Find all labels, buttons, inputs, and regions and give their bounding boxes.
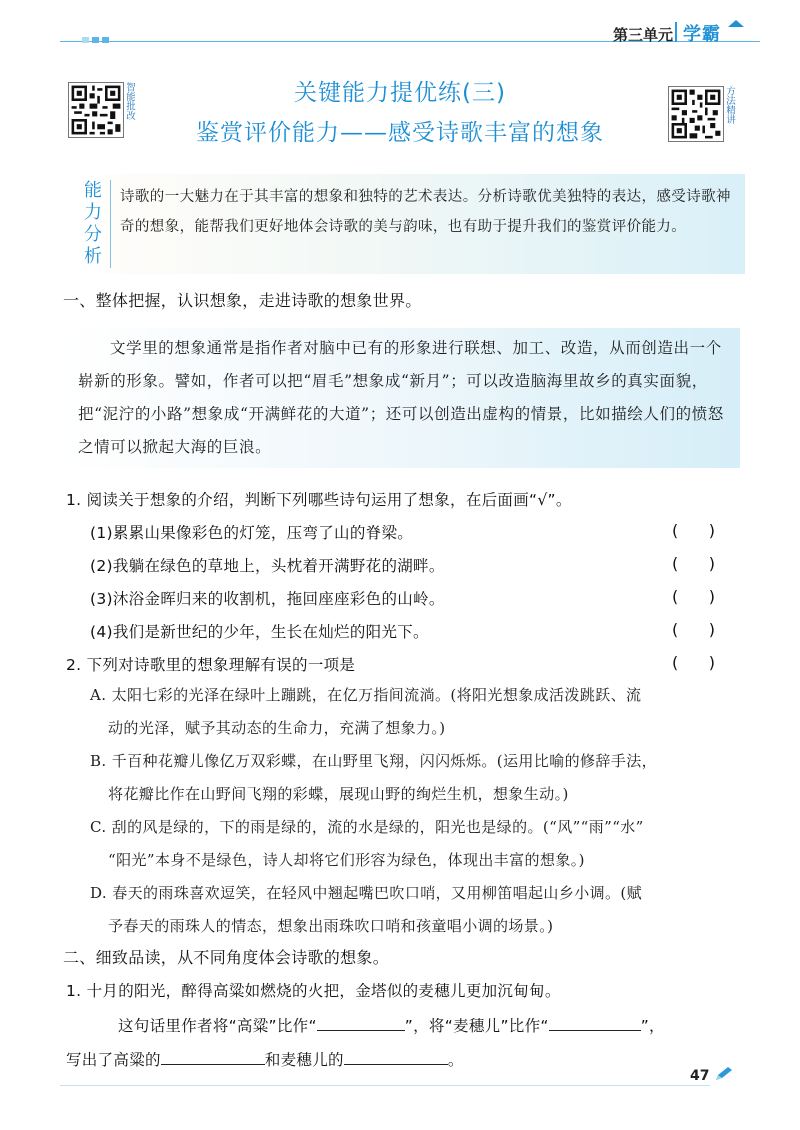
s2-q1-line2-text-b: ”，将“麦穗儿”比作“ bbox=[404, 1017, 549, 1035]
ability-tag: 能力分析 bbox=[84, 180, 102, 267]
s2-q1-line2 bbox=[118, 1014, 665, 1036]
unit-label: 第三单元 bbox=[613, 26, 674, 44]
answer-blank-4[interactable] bbox=[344, 1050, 448, 1065]
answer-blank-2[interactable] bbox=[549, 1016, 641, 1031]
brand-logo: 学霸 bbox=[683, 24, 721, 45]
q2-option-b-line1: B. 千百种花瓣儿像亿万双彩蝶，在山野里飞翔，闪闪烁烁。(运用比喻的修辞手法， bbox=[90, 752, 658, 770]
header-divider bbox=[675, 22, 677, 42]
answer-paren-2[interactable]: ( ) bbox=[672, 554, 715, 573]
q2-option-b-line2: 将花瓣比作在山野间飞翔的彩蝶，展现山野的绚烂生机，想象生动。) bbox=[108, 785, 569, 803]
s2-q1-line3-text-a: 写出了高粱的 bbox=[66, 1051, 161, 1069]
mortarboard-icon bbox=[728, 20, 744, 27]
header-marks bbox=[82, 37, 109, 43]
answer-paren-q2[interactable]: ( ) bbox=[672, 653, 715, 672]
answer-paren-3[interactable]: ( ) bbox=[672, 587, 715, 606]
q2-option-a-line2: 动的光泽，赋予其动态的生命力，充满了想象力。) bbox=[108, 719, 446, 737]
page-title: 关键能力提优练(三) bbox=[294, 80, 506, 106]
s2-q1-line3 bbox=[66, 1048, 464, 1070]
qr-left-caption: 智能批改 bbox=[124, 82, 135, 120]
q2-option-d-line2: 予春天的雨珠人的情态，想象出雨珠吹口哨和孩童唱小调的场景。) bbox=[108, 917, 554, 935]
q2-option-d[interactable] bbox=[90, 877, 750, 943]
section2-heading: 二、细致品读，从不同角度体会诗歌的想象。 bbox=[63, 948, 390, 967]
q1-item-2: (2)我躺在绿色的草地上，头枕着开满野花的湖畔。 bbox=[90, 557, 445, 575]
q2-option-d-line1: D. 春天的雨珠喜欢逗笑，在轻风中翘起嘴巴吹口哨，又用柳笛唱起山乡小调。(赋 bbox=[90, 884, 643, 902]
answer-paren-1[interactable]: ( ) bbox=[672, 521, 715, 540]
q2-option-b[interactable] bbox=[90, 745, 750, 811]
s2-q1-line3-text-c: 。 bbox=[447, 1051, 464, 1069]
page-number: 47 bbox=[690, 1068, 710, 1084]
page-subtitle: 鉴赏评价能力——感受诗歌丰富的想象 bbox=[196, 120, 604, 146]
ability-text: 诗歌的一大魅力在于其丰富的想象和独特的艺术表达。分析诗歌优美独特的表达，感受诗歌神奇的想象，能帮我们更好地体会诗歌的美与韵味，也有助于提升我们的鉴赏评价能力。 bbox=[120, 189, 731, 235]
q2-option-c-line2: “阳光”本身不是绿色，诗人却将它们形容为绿色，体现出丰富的想象。) bbox=[108, 851, 585, 869]
s2-q1-line2-text-a: 这句话里作者将“高粱”比作“ bbox=[118, 1017, 317, 1035]
s2-q1-line2-text-c: ”， bbox=[640, 1017, 665, 1035]
intro-text: 文学里的想象通常是指作者对脑中已有的形象进行联想、加工、改造，从而创造出一个崭新的形象。譬如，作者可以把“眉毛”想象成“新月”；可以改造脑海里故乡的真实面貌，把“泥泞的小路”想象成“开满鲜花的大道”；还可以创造出虚构的情景，比如描绘人们的愤怒之情可以掀起大海的巨浪。 bbox=[78, 339, 724, 456]
answer-blank-3[interactable] bbox=[161, 1050, 265, 1065]
q2-option-a[interactable] bbox=[90, 679, 750, 745]
footer-rule bbox=[60, 1085, 710, 1086]
q2-option-c-line1: C. 刮的风是绿的，下的雨是绿的，流的水是绿的，阳光也是绿的。(“风”“雨”“水” bbox=[90, 818, 644, 836]
answer-paren-4[interactable]: ( ) bbox=[672, 620, 715, 639]
q1-item-4: (4)我们是新世纪的少年，生长在灿烂的阳光下。 bbox=[90, 623, 429, 641]
q1-stem: 1. 阅读关于想象的介绍，判断下列哪些诗句运用了想象，在后面画“√”。 bbox=[66, 491, 572, 509]
pencil-icon bbox=[714, 1066, 734, 1086]
q2-option-c[interactable] bbox=[90, 811, 750, 877]
qr-right-caption: 方法精讲 bbox=[724, 86, 735, 124]
s2-q1-line3-text-b: 和麦穗儿的 bbox=[264, 1051, 344, 1069]
ability-divider bbox=[110, 180, 111, 268]
answer-blank-1[interactable] bbox=[317, 1016, 405, 1031]
q1-item-1: (1)累累山果像彩色的灯笼，压弯了山的脊梁。 bbox=[90, 524, 414, 542]
section1-heading: 一、整体把握，认识想象，走进诗歌的想象世界。 bbox=[63, 291, 422, 310]
q2-option-a-line1: A. 太阳七彩的光泽在绿叶上蹦跳，在亿万指间流淌。(将阳光想象成活泼跳跃、流 bbox=[90, 686, 642, 704]
q2-stem: 2. 下列对诗歌里的想象理解有误的一项是 bbox=[66, 656, 356, 674]
q1-item-3: (3)沐浴金晖归来的收割机，拖回座座彩色的山岭。 bbox=[90, 590, 445, 608]
s2-q1-stem: 1. 十月的阳光，醉得高粱如燃烧的火把，金塔似的麦穗儿更加沉甸甸。 bbox=[66, 982, 561, 1000]
